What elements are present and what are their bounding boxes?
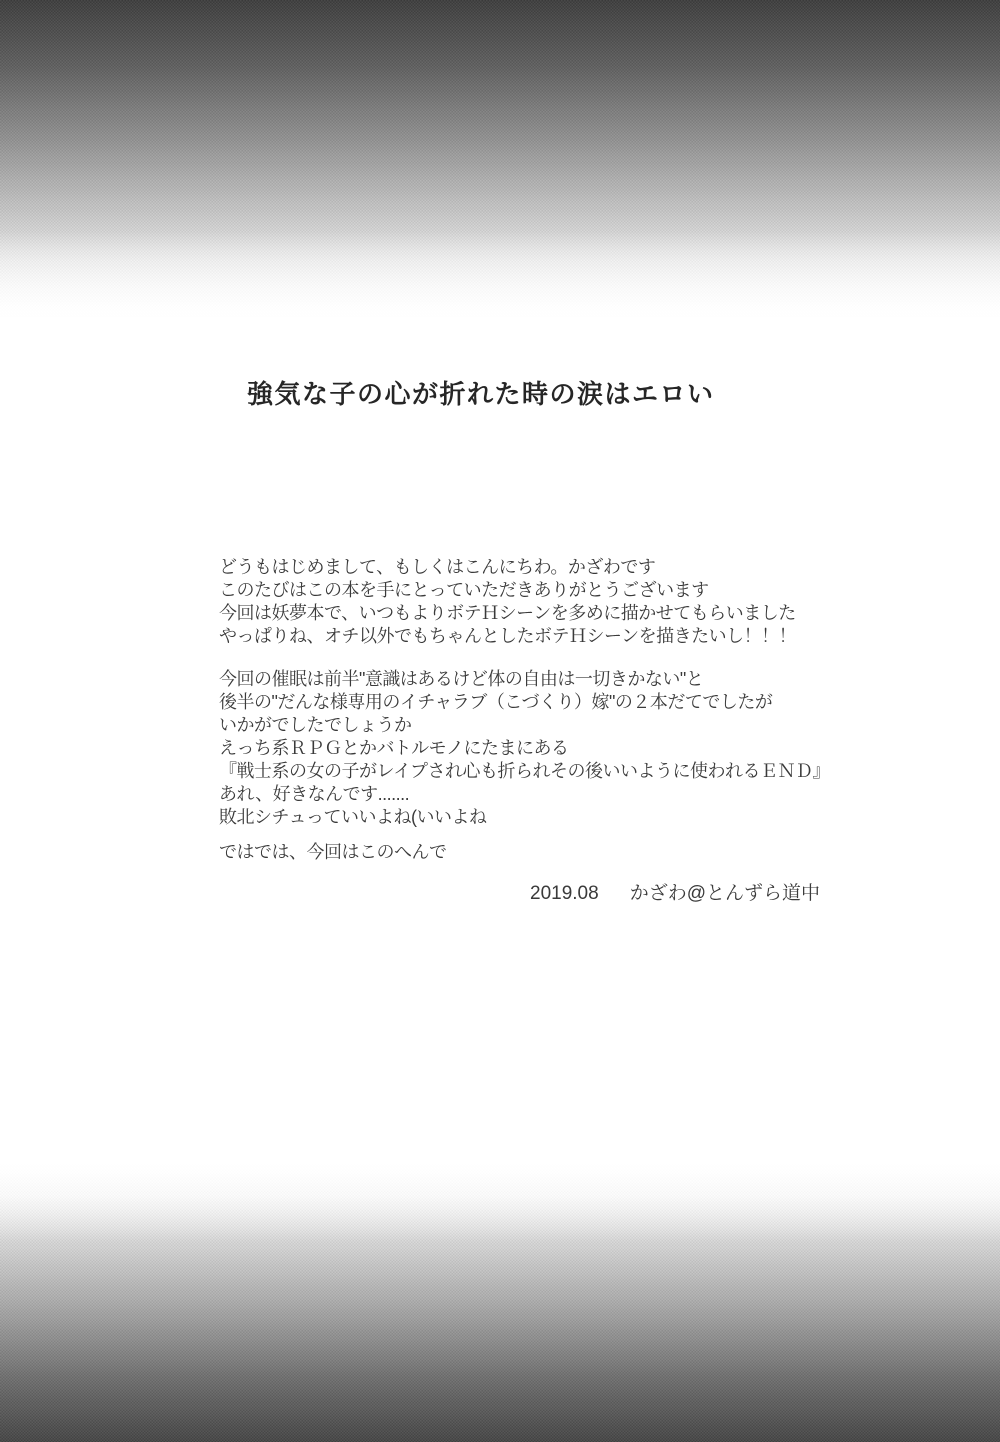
text-line: えっち系ＲＰＧとかバトルモノにたまにある [219,738,569,758]
text-line: やっぱりね、オチ以外でもちゃんとしたボテＨシーンを描きたいし！！！ [219,626,797,646]
text-line: 敗北シチュっていいよね(いいよね [219,807,487,827]
paragraph-commentary [219,668,830,829]
top-vignette-gradient [0,0,1000,320]
text-line: ではでは、今回はこのへんで [219,842,447,862]
text-line: 後半の"だんな様専用のイチャラブ（こづくり）嫁"の２本だてでしたが [219,692,773,712]
text-line: 『戦士系の女の子がレイプされ心も折られその後いいように使われるＥＮＤ』 [219,761,831,781]
text-line: 今回の催眠は前半"意識はあるけど体の自由は一切きかない"と [219,669,704,689]
signature-line [530,882,820,905]
text-line: 今回は妖夢本で、いつもよりボテＨシーンを多めに描かせてもらいました [219,603,796,623]
paragraph-closing [219,841,447,864]
text-line: いかがでしたでしょうか [219,715,412,735]
signature-author: かざわ@とんずら道中 [629,883,820,904]
page-title: 強気な子の心が折れた時の涙はエロい [247,379,715,409]
text-line: このたびはこの本を手にとっていただきありがとうございます [219,580,709,600]
bottom-vignette-gradient [0,1162,1000,1442]
text-line: どうもはじめまして、もしくはこんにちわ。かざわです [219,557,656,577]
paragraph-greeting [219,556,796,648]
signature-date: 2019.08 [530,883,599,904]
text-line: あれ、好きなんです....... [219,784,410,804]
